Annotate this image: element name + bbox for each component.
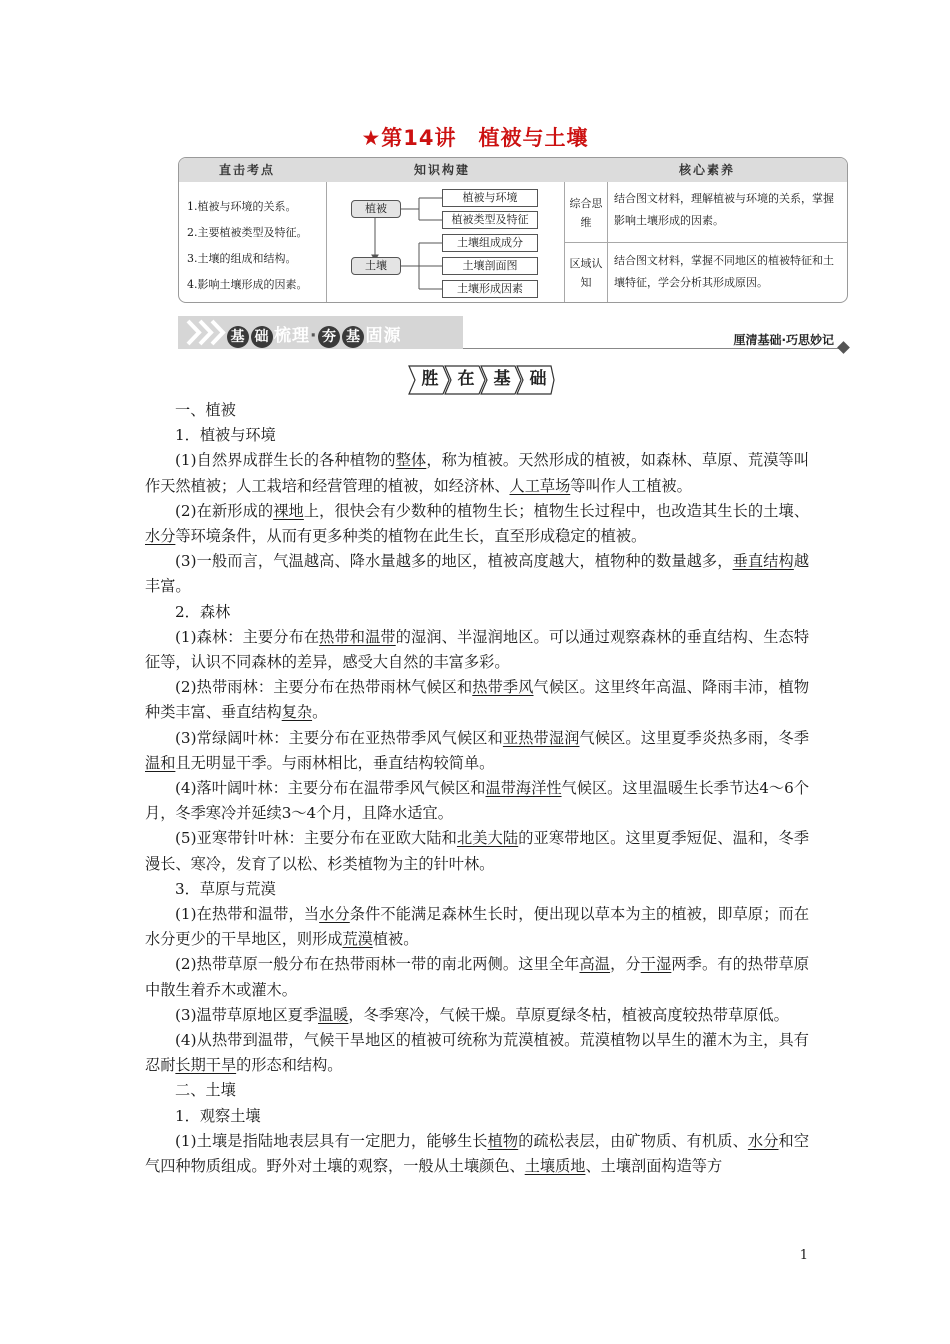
header-knowledge: 知识构建 (414, 163, 471, 177)
main-content (145, 398, 809, 1179)
header-literacy: 核心素养 (679, 163, 736, 177)
paragraph: (2)在新形成的裸地上，很快会有少数种的植物生长；植物生长过程中，也改造其生长的土壤、水分等环境条件，从而有更多种类的植物在此生长，直至形成稳定的植被。 (145, 501, 810, 546)
paragraph: (3)温带草原地区夏季温暖，冬季寒冷，气候干燥。草原夏绿冬枯，植被高度较热带草原低。 (175, 1005, 789, 1024)
paragraph: (1)森林：主要分布在热带和温带的湿润、半湿润地区。可以通过观察森林的垂直结构、生态特征等，认识不同森林的差异，感受大自然的丰富多彩。 (145, 627, 810, 672)
tree-node: 植被与环境 (442, 189, 538, 207)
section-heading (407, 365, 555, 395)
section-char: 础 (529, 369, 547, 389)
subheading: 1．观察土壤 (175, 1106, 261, 1125)
exam-point: 4.影响土壤形成的因素。 (187, 278, 308, 291)
paragraph: (1)自然界成群生长的各种植物的整体，称为植被。天然形成的植被，如森林、草原、荒漠等叫作天然植被；人工栽培和经营管理的植被，如经济林、人工草场等叫作人工植被。 (145, 451, 810, 495)
subheading: 1．植被与环境 (175, 426, 276, 445)
lesson-title: ★第14讲 植被与土壤 (361, 126, 589, 150)
heading: 一、植被 (175, 401, 236, 419)
paragraph: (3)常绿阔叶林：主要分布在亚热带季风气候区和亚热带湿润气候区。这里夏季炎热多雨，冬季温和且无明显干季。与雨林相比，垂直结构较简单。 (145, 728, 810, 772)
literacy-text: 结合图文材料，理解植被与环境的关系，掌握影响土壤形成的因素。 (614, 192, 834, 227)
literacy-text: 结合图文材料，掌握不同地区的植被特征和土壤特征，学会分析其形成原因。 (614, 254, 834, 289)
overview-table (178, 157, 848, 303)
tree-node: 土壤形成因素 (442, 280, 538, 298)
exam-point: 2.主要植被类型及特征。 (187, 226, 308, 239)
subheading: 2．森林 (175, 602, 231, 621)
exam-point: 1.植被与环境的关系。 (187, 200, 297, 213)
banner-rule (463, 348, 848, 349)
tree-node: 植被类型及特征 (442, 211, 538, 229)
header-exam-points: 直击考点 (219, 163, 276, 177)
literacy-label: 区域认知 (569, 257, 603, 289)
banner-subtitle: 厘清基础·巧思妙记 (733, 333, 834, 347)
tree-node-vegetation: 植被 (351, 200, 401, 218)
tree-node: 土壤组成成分 (442, 234, 538, 252)
heading: 二、土壤 (175, 1081, 236, 1100)
section-char: 胜 (421, 369, 439, 389)
page-number: 1 (799, 1248, 808, 1263)
paragraph: (2)热带雨林：主要分布在热带雨林气候区和热带季风气候区。这里终年高温、降雨丰沛，植物种类丰富、垂直结构复杂。 (145, 678, 810, 722)
paragraph: (1)在热带和温带，当水分条件不能满足森林生长时，便出现以草本为主的植被，即草原；而在水分更少的干旱地区，则形成荒漠植被。 (145, 905, 810, 949)
paragraph: (2)热带草原一般分布在热带雨林一带的南北两侧。这里全年高温，分干湿两季。有的热带草原中散生着乔木或灌木。 (145, 955, 810, 999)
section-banner (178, 316, 848, 352)
subheading: 3．草原与荒漠 (175, 879, 276, 898)
diamond-icon (837, 341, 850, 354)
tree-node: 土壤剖面图 (442, 257, 538, 275)
exam-point: 3.土壤的组成和结构。 (187, 252, 297, 265)
paragraph: (4)落叶阔叶林：主要分布在温带季风气候区和温带海洋性气候区。这里温暖生长季节达4～6个月，冬季寒冷并延续3～4个月，且降水适宜。 (145, 779, 810, 823)
chevron-icon (182, 316, 232, 349)
banner-title: 基 础 梳理· 夯 基 固源 (226, 321, 401, 348)
banner-bar (178, 316, 463, 349)
paragraph: (5)亚寒带针叶林：主要分布在亚欧大陆和北美大陆的亚寒带地区。这里夏季短促、温和，冬季漫长、寒冷，发育了以松、杉类植物为主的针叶林。 (145, 829, 810, 873)
paragraph: (1)土壤是指陆地表层具有一定肥力，能够生长植物的疏松表层，由矿物质、有机质、水分和空气四种物质组成。野外对土壤的观察，一般从土壤颜色、土壤质地、土壤剖面构造等方 (145, 1131, 810, 1176)
paragraph: (3)一般而言，气温越高、降水量越多的地区，植被高度越大，植物种的数量越多，垂直结构越丰富。 (145, 552, 809, 596)
tree-node-soil: 土壤 (351, 257, 401, 275)
literacy-label: 综合思维 (569, 197, 603, 229)
section-char: 基 (493, 369, 511, 389)
paragraph: (4)从热带到温带，气候干旱地区的植被可统称为荒漠植被。荒漠植物以旱生的灌木为主，具有忍耐长期干旱的形态和结构。 (145, 1031, 809, 1075)
section-char: 在 (457, 369, 475, 389)
